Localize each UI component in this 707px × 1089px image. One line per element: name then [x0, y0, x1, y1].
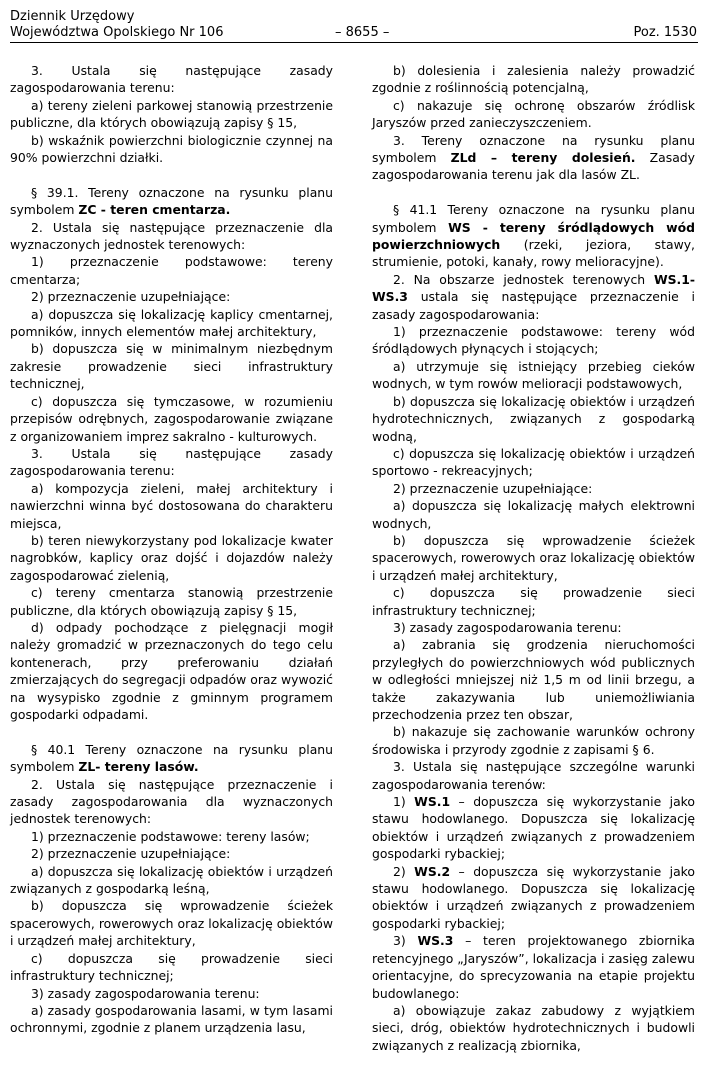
paragraph: c) nakazuje się ochronę obszarów źródlisk Jaryszów przed zanieczyszczeniem. [372, 97, 695, 131]
paragraph: b) dopuszcza się wprowadzenie ścieżek spacerowych, rowerowych oraz lokalizację obiektów i urządzeń małej architektury, [10, 898, 333, 949]
paragraph: b) dopuszcza się w minimalnym niezbędnym zakresie prowadzenie sieci infrastruktury technicznej, [10, 341, 333, 392]
paragraph: 3) zasady zagospodarowania terenu: [393, 619, 622, 635]
paragraph [372, 271, 695, 323]
text-run: § 41.1 Tereny oznaczone na rysunku planu symbolem [372, 202, 695, 235]
paragraph: a) utrzymuje się istniejący przebieg cieków wodnych, w tym rowów melioracji podstawowych, [372, 358, 695, 392]
paragraph: a) dopuszcza się lokalizację małych elektrowni wodnych, [372, 498, 695, 531]
right-column [372, 62, 695, 1054]
paragraph: 2. Ustala się następujące przeznaczenie i zasady zagospodarowania dla wyznaczonych jednostek terenowych: [10, 776, 333, 827]
paragraph: c) dopuszcza się prowadzenie sieci infrastruktury technicznej; [372, 585, 695, 618]
paragraph: 2) przeznaczenie uzupełniające: [393, 480, 593, 496]
bold-term: ZC - teren cmentarza. [78, 202, 231, 218]
text-run: 1) [393, 794, 415, 810]
paragraph: b) nakazuje się zachowanie warunków ochrony środowiska i przyrody zgodnie z zapisami § 6. [372, 724, 695, 757]
paragraph [372, 793, 695, 863]
paragraph: 3. Ustala się następujące zasady zagospodarowania terenu: [10, 445, 333, 479]
paragraph: a) tereny zieleni parkowej stanowią przestrzenie publiczne, dla których obowiązują zapisy § 15, [10, 97, 333, 131]
text-run: ustala się następujące przeznaczenie i zasady zagospodarowania: [372, 289, 695, 322]
position-number: Poz. 1530 [633, 25, 697, 40]
bold-term: WS.1 [414, 794, 451, 810]
bold-term: WS.1-WS.3 [372, 271, 695, 305]
paragraph [10, 184, 333, 219]
paragraph: 2) przeznaczenie uzupełniające: [31, 846, 231, 862]
paragraph: b) wskaźnik powierzchni biologicznie czynnej na 90% powierzchni działki. [10, 132, 333, 166]
text-run: 3) [393, 933, 418, 949]
text-run: (rzeki, jeziora, stawy, strumienie, potoki, kanały, rowy melioracyjne). [372, 237, 695, 270]
text-run: § 39.1. Tereny oznaczone na rysunku planu symbolem [10, 184, 333, 218]
paragraph: 2) przeznaczenie uzupełniające: [31, 289, 231, 305]
paragraph [372, 132, 695, 184]
text-run: 2. Na obszarze jednostek terenowych [393, 271, 654, 287]
paragraph: c) dopuszcza się lokalizację obiektów i urządzeń sportowo - rekreacyjnych; [372, 445, 695, 479]
paragraph: d) odpady pochodzące z pielęgnacji mogił należy gromadzić w przeznaczonych do tego celu kontenerach, przy preferowaniu działań zmierzających do segregacji odpadów oraz wywozić na wysypisko zgodnie z gminnym programem gospodarki odpadami. [10, 619, 333, 723]
paragraph: c) tereny cmentarza stanowią przestrzenie publiczne, dla których obowiązują zapisy § 15, [10, 585, 333, 618]
text-run: § 40.1 Tereny oznaczone na rysunku planu symbolem [10, 741, 333, 775]
paragraph: c) dopuszcza się tymczasowe, w rozumieniu przepisów odrębnych, zagospodarowanie związane z organizowaniem imprez sakralno - kulturowych. [10, 393, 333, 444]
paragraph: 3) zasady zagospodarowania terenu: [31, 985, 260, 1001]
bold-term: WS.3 [417, 933, 454, 949]
journal-subtitle: Województwa Opolskiego Nr 106 [10, 25, 224, 40]
text-run: 2) [393, 863, 415, 879]
bold-term: WS - tereny śródlądowych wód powierzchniowych [372, 219, 695, 253]
bold-term: WS.2 [414, 863, 451, 879]
text-run: Zasady zagospodarowania terenu jak dla lasów ZL. [372, 150, 695, 183]
paragraph: 3. Ustala się następujące szczególne warunki zagospodarowania terenów: [372, 759, 695, 792]
paragraph: 2. Ustala się następujące przeznaczenie dla wyznaczonych jednostek terenowych: [10, 219, 333, 253]
page-header [10, 9, 697, 41]
text-run: – dopuszcza się wykorzystanie jako stawu hodowlanego. Dopuszcza się lokalizację obiektów i urządzeń związanych z prowadzeniem gospodarki rybackiej; [372, 863, 695, 931]
bold-term: ZLd – tereny dolesień. [450, 150, 636, 166]
paragraph: a) zasady gospodarowania lasami, w tym lasami ochronnymi, zgodnie z planem urządzenia lasu, [10, 1002, 333, 1036]
paragraph [372, 201, 695, 271]
paragraph: b) dolesienia i zalesienia należy prowadzić zgodnie z roślinnością potencjalną, [372, 63, 695, 96]
paragraph [372, 863, 695, 933]
page-number: – 8655 – [335, 25, 390, 40]
paragraph: 1) przeznaczenie podstawowe: tereny lasów; [31, 828, 310, 844]
paragraph: b) teren niewykorzystany pod lokalizacje kwater nagrobków, kaplicy oraz dojść i dojazdów należy zagospodarować zielenią, [10, 532, 333, 583]
bold-term: ZL- tereny lasów. [78, 759, 199, 775]
header-row [10, 25, 697, 41]
paragraph: b) dopuszcza się wprowadzenie ścieżek spacerowych, rowerowych oraz lokalizację obiektów i urządzeń małej architektury, [372, 532, 695, 583]
paragraph: 1) przeznaczenie podstawowe: tereny cmentarza; [10, 254, 333, 287]
paragraph: a) kompozycja zieleni, małej architektury i nawierzchni winna być dostosowana do charakteru miejsca, [10, 480, 333, 531]
text-run: 3. Tereny oznaczone na rysunku planu symbolem [372, 132, 695, 166]
header-rule [10, 42, 698, 43]
paragraph: 1) przeznaczenie podstawowe: tereny wód śródlądowych płynących i stojących; [372, 324, 695, 357]
paragraph: b) dopuszcza się lokalizację obiektów i urządzeń hydrotechnicznych, związanych z gospodarką wodną, [372, 393, 695, 444]
paragraph: a) dopuszcza się lokalizację kaplicy cmentarnej, pomników, innych elementów małej architektury, [10, 306, 333, 340]
paragraph [10, 741, 333, 776]
paragraph [372, 932, 695, 1002]
paragraph: a) dopuszcza się lokalizację obiektów i urządzeń związanych z gospodarką leśną, [10, 863, 333, 897]
journal-title: Dziennik Urzędowy [10, 9, 135, 24]
paragraph: c) dopuszcza się prowadzenie sieci infrastruktury technicznej; [10, 950, 333, 984]
paragraph: a) obowiązuje zakaz zabudowy z wyjątkiem sieci, dróg, obiektów hydrotechnicznych i budowli związanych z realizacją zbiornika, [372, 1002, 695, 1053]
left-column [10, 62, 333, 1037]
paragraph: a) zabrania się grodzenia nieruchomości przyległych do powierzchniowych wód publicznych w odległości mniejszej niż 1,5 m od linii brzegu, a także zakazywania lub uniemożliwiania przechodzenia przez ten obszar, [372, 637, 695, 723]
text-run: – teren projektowanego zbiornika retencyjnego „Jaryszów”, lokalizacja i zasięg zalewu orientacyjne, do sprecyzowania na etapie projektu budowlanego: [372, 933, 695, 1001]
text-run: – dopuszcza się wykorzystanie jako stawu hodowlanego. Dopuszcza się lokalizację obiektów i urządzeń związanych z prowadzeniem gospodarki rybackiej; [372, 794, 695, 862]
paragraph: 3. Ustala się następujące zasady zagospodarowania terenu: [10, 63, 333, 96]
